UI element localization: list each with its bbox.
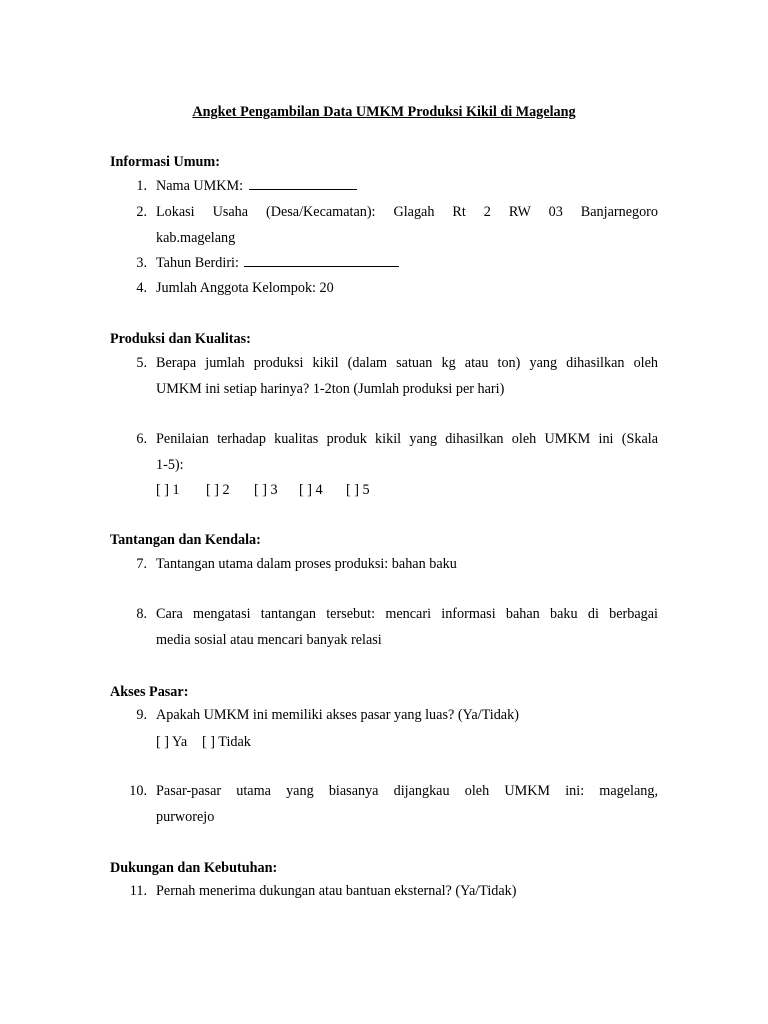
scale-option-2[interactable]: [ ] 2 bbox=[206, 482, 230, 498]
scale-option-1[interactable]: [ ] 1 bbox=[156, 482, 180, 498]
question-item-2 bbox=[110, 200, 658, 251]
question-number: 2. bbox=[136, 204, 147, 220]
question-text-line-2: 1-5): bbox=[156, 456, 184, 473]
question-label: Nama UMKM: bbox=[156, 178, 244, 194]
question-number: 1. bbox=[136, 178, 147, 194]
question-number: 6. bbox=[136, 431, 147, 447]
question-number: 7. bbox=[136, 556, 147, 572]
question-text-line-2: media sosial atau mencari banyak relasi bbox=[156, 631, 382, 648]
question-item-9 bbox=[110, 703, 658, 729]
question-number: 10. bbox=[129, 783, 147, 799]
question-text: Jumlah Anggota Kelompok: 20 bbox=[156, 280, 334, 296]
question-text-line-2: purworejo bbox=[156, 808, 215, 825]
question-item-7 bbox=[110, 552, 658, 578]
question-text-line-1: Lokasi Usaha (Desa/Kecamatan): Glagah Rt 2 RW 03 Banjarnegoro bbox=[156, 204, 658, 220]
question-number: 5. bbox=[136, 355, 147, 371]
section-heading-produksi-kualitas: Produksi dan Kualitas: bbox=[110, 331, 251, 347]
question-number: 11. bbox=[129, 883, 147, 899]
question-number: 4. bbox=[136, 280, 147, 296]
question-text-line-2: kab.magelang bbox=[156, 229, 236, 246]
question-item-5 bbox=[110, 351, 658, 402]
question-text-line-2: UMKM ini setiap harinya? 1-2ton (Jumlah produksi per hari) bbox=[156, 380, 505, 397]
question-item-4 bbox=[110, 276, 658, 302]
question-number: 9. bbox=[136, 707, 147, 723]
scale-option-4[interactable]: [ ] 4 bbox=[299, 482, 323, 498]
question-item-1 bbox=[110, 174, 658, 200]
question-text-line-1: Berapa jumlah produksi kikil (dalam satuan kg atau ton) yang dihasilkan oleh bbox=[156, 355, 658, 371]
question-number: 8. bbox=[136, 606, 147, 622]
question-item-6 bbox=[110, 427, 658, 478]
document-title: Angket Pengambilan Data UMKM Produksi Kikil di Magelang bbox=[192, 104, 576, 120]
question-text-line-1: Cara mengatasi tantangan tersebut: mencari informasi bahan baku di berbagai bbox=[156, 606, 658, 622]
section-heading-dukungan-kebutuhan: Dukungan dan Kebutuhan: bbox=[110, 860, 278, 876]
question-text: Pernah menerima dukungan atau bantuan eksternal? (Ya/Tidak) bbox=[156, 883, 517, 899]
question-item-11 bbox=[110, 879, 658, 905]
scale-option-3[interactable]: [ ] 3 bbox=[254, 482, 278, 498]
question-item-10 bbox=[110, 779, 658, 830]
section-heading-tantangan-kendala: Tantangan dan Kendala: bbox=[110, 532, 261, 548]
question-text-line-1: Pasar-pasar utama yang biasanya dijangkau oleh UMKM ini: magelang, bbox=[156, 783, 658, 799]
no-option[interactable]: [ ] Tidak bbox=[202, 734, 251, 750]
question-number: 3. bbox=[136, 255, 147, 271]
question-item-3 bbox=[110, 251, 658, 277]
question-label: Tahun Berdiri: bbox=[156, 255, 239, 271]
scale-option-5[interactable]: [ ] 5 bbox=[346, 482, 370, 498]
section-heading-informasi-umum: Informasi Umum: bbox=[110, 154, 220, 170]
answer-blank-line bbox=[249, 176, 357, 190]
question-text-line-1: Penilaian terhadap kualitas produk kikil yang dihasilkan oleh UMKM ini (Skala bbox=[156, 431, 658, 447]
section-heading-akses-pasar: Akses Pasar: bbox=[110, 684, 189, 700]
question-item-8 bbox=[110, 602, 658, 653]
question-text: Apakah UMKM ini memiliki akses pasar yang luas? (Ya/Tidak) bbox=[156, 707, 519, 723]
answer-blank-line bbox=[244, 253, 399, 267]
yes-option[interactable]: [ ] Ya bbox=[156, 734, 188, 750]
question-text: Tantangan utama dalam proses produksi: bahan baku bbox=[156, 556, 457, 572]
